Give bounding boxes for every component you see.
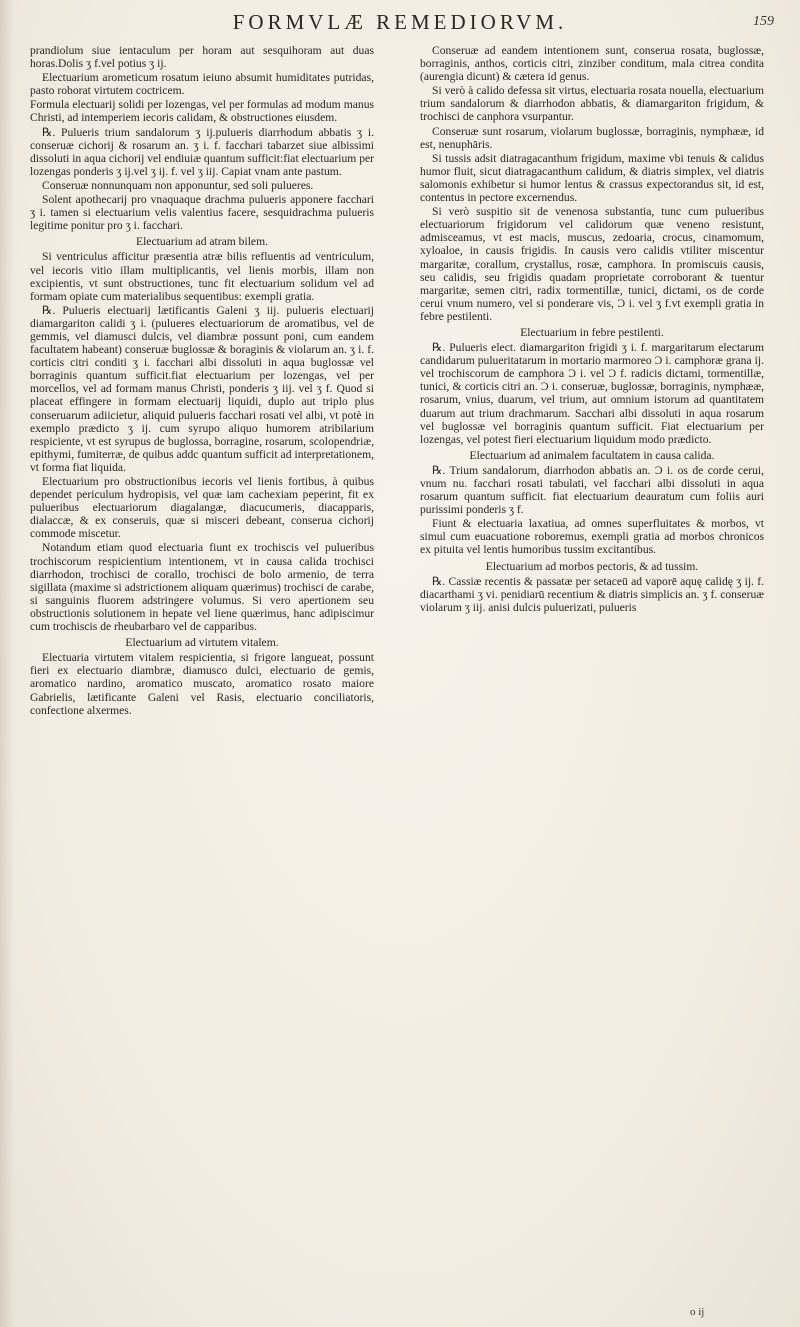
catchword: o ij: [690, 1306, 705, 1318]
paragraph: Solent apothecarij pro vnaquaque drachma pulueris apponere facchari ʒ i. tamen si electuarium velis valentius facere, sesquidrachma pulueris legitime ponitur pro ʒ i. facchari.: [30, 193, 374, 233]
recipe-paragraph: ℞. Pulueris electuarij lætificantis Galeni ʒ iij. pulueris electuarij diamargariton calidi ʒ i. (pulueres electuariorum de aromatibus, vel de gemmis, vel diamusci dulcis, vel diambræ possunt poni, cum eandem facultatem habeant) conseruæ buglossæ & boraginis & violarum an. ʒ i. f. corticis citri conditi ʒ i. facchari albi dissoluti in aqua buglossæ vel borraginis quantum sufficit.fiat electuarium per lozengas, vel per morcellos, vel ad formam manus Christi, ponderis ʒ iij. vel ʒ f. Quod si placeat effingere in formam electuarij liquidi, duplo aut triplo plus conseruarum adiicietur, aliquid pulueris facchari rosati vel albi, vt potè in exemplo prædicto ʒ ij. cum syrupo aliquo humorem atribilarium respiciente, vt est syrupus de buglossa, borragine, rosarum, scolopendriæ, epithymi, fumiterræ, de quibus addc quantum sufficit ad interpretationem, vt forma fiat liquida.: [30, 303, 374, 474]
paragraph: Electuarium pro obstructionibus iecoris vel lienis fortibus, à quibus dependet periculum hydropisis, vel quæ iam cachexiam peperint, fit ex pulueribus electuariorum diagalangæ, diacucumeris, diacapparis, dialaccæ, & ex conseruis, quæ si misceri debeant, conserua cichorij commode miscetur.: [30, 475, 374, 541]
paragraph: prandiolum siue ientaculum per horam aut sesquihoram aut duas horas.Dolis ʒ f.vel potius ʒ ij.: [30, 44, 374, 71]
left-column: [30, 44, 374, 718]
paragraph: Notandum etiam quod electuaria fiunt ex trochiscis vel pulueribus trochiscorum respicientium intentionem, vt in causa calida trochisci diarrhodon, trochisci de corallo, trochisci de bolo armenio, de terra sigillata (maxime si adstrictionem aliquam quærimus) trochisci de carabe, si sanguinis fluorem adstringere volumus. Si vero apertionem seu obstructionis solutionem in hepate vel liene quærimus, hanc adipiscimur cum trochiscis de rheubarbaro vel de capparibus.: [30, 541, 374, 634]
paragraph: Electuaria virtutem vitalem respicientia, si frigore langueat, possunt fieri ex electuario diambræ, diamusco dulci, electuario de gemis, aromatico nardino, aromatico muscato, aromatico rosato maiore Gabrielis, lætificante Galeni vel Rasis, electuario conciliatoris, confectione alxermes.: [30, 651, 374, 717]
gutter-shadow: [0, 0, 14, 1327]
section-heading: Electuarium ad animalem facultatem in causa calida.: [469, 448, 715, 462]
paragraph: Si verò suspitio sit de venenosa substantia, tunc cum pulueribus electuariorum frigidorum vel calidorum quæ veneno resistunt, admisceamus, vt est macis, muscus, zedoaria, crocus, cinamomum, xyloaloe, in causis frigidis. In causis vero calidis vtiliter miscentur margaritæ, corallum, crystallus, rosæ, camphora. In promiscuis causis, seu calidis, seu frigidis quadam proprietate corroborant & tuentur margaritæ, semen citri, radix tormentillæ, tunici, dictami, os de corde cerui vnum numero, vel si ponderare vis, Ɔ i. vel ʒ f.vt exempli gratia in febre pestilenti.: [420, 205, 764, 323]
recipe-paragraph: ℞. Trium sandalorum, diarrhodon abbatis an. Ɔ i. os de corde cerui, vnum nu. facchari rosati tabulati, vel facchari albi dissoluti in aqua rosarum quantum sufficit. fiat electuarium deauratum cum foliis auri purissimi ponderis ʒ f.: [420, 463, 764, 517]
paragraph: Fiunt & electuaria laxatiua, ad omnes superfluitates & morbos, vt simul cum euacuatione roboremus, exempli gratia ad morbos chronicos ex pituita vel lentis humoribus tussim excitantibus.: [420, 517, 764, 557]
paragraph: Conseruæ nonnunquam non apponuntur, sed soli pulueres.: [42, 178, 314, 192]
recipe-paragraph: ℞. Pulueris trium sandalorum ʒ ij.pulueris diarrhodum abbatis ʒ i. conseruæ cichorij & rosarum an. ʒ i. f. facchari tabarzet siue albissimi dissoluti in aqua cichorij vel endiuiæ quantum sufficit:fiat electuarium per lozengas ponderis ʒ ij.vel ʒ ij. f. vel ʒ iij. Capiat vnam ante pastum.: [30, 125, 374, 178]
paragraph: Conseruæ sunt rosarum, violarum buglossæ, borraginis, nymphææ, id est, nenuphāris.: [420, 124, 764, 151]
paragraph: Conseruæ ad eandem intentionem sunt, conserua rosata, buglossæ, borraginis, anthos, corticis citri, zinziber conditum, mala citrea condita (aurengia dicunt) & cætera id genus.: [420, 44, 764, 84]
section-heading: Electuarium ad virtutem vitalem.: [125, 636, 279, 650]
recipe-paragraph: ℞. Cassiæ recentis & passatæ per setaceū ad vaporē aquę calidę ʒ ij. f. diacarthami ʒ vi. penidiarū recentium & diatris simplicis an. ʒ f. conseruæ violarum ʒ iij. anisi dulcis puluerizati, pulueris: [420, 574, 764, 614]
running-head: FORMVLÆ REMEDIORVM.: [232, 10, 568, 34]
section-heading: Electuarium ad atram bilem.: [136, 235, 268, 249]
page-number: 159: [753, 14, 774, 29]
recipe-paragraph: ℞. Pulueris elect. diamargariton frigidi ʒ i. f. margaritarum electarum candidarum pulueritatarum in mortario marmoreo Ɔ i. camphoræ grana ij. vel trochiscorum de camphora Ɔ i. vel Ɔ f. radicis dictami, tormentillæ, tunici, & corticis citri an. Ɔ i. conseruæ, buglossæ, borraginis, nymphææ, rosarum, vnius, duarum, vel trium, aut omnium istorum ad quantitatem duarum aut trium drachmarum. Sacchari albi dissoluti in aqua rosarum vel buglossæ vel borraginis quantum sufficit. Fiat electuarium per lozengas, vel potest fieri electuarium liquidum modo prædicto.: [420, 341, 764, 446]
paragraph: Si verò à calido defessa sit virtus, electuaria rosata nouella, electuarium trium sandalorum & diarrhodon abbatis, & diamargariton frigidum, & trochisci de canphora vsurpantur.: [420, 84, 764, 124]
paragraph: Electuarium arometicum rosatum ieiuno absumit humiditates putridas, pasto roborat virtutem coctricem.: [30, 71, 374, 98]
paragraph: Formula electuarij solidi per lozengas, vel per formulas ad modum manus Christi, ad intemperiem iecoris calidam, & obstructiones eiusdem.: [30, 98, 374, 125]
paragraph: Si tussis adsit diatragacanthum frigidum, maxime vbi tenuis & calidus humor fluit, sicut diatragacanthum calidum, & diatris simplex, vel diatris salomonis exhibetur si humor lentus & crassus expectorandus sit, id est, contentus in pectore excernendus.: [420, 151, 764, 205]
paragraph: Si ventriculus afficitur præsentia atræ bilis refluentis ad ventriculum, vel iecoris vitio illam multiplicantis, vel lienis morbis, illam non excipientis, vt sunt obstructiones, tunc fit electuarium solidum vel ad formam opiate cum materialibus sequentibus: exempli gratia.: [30, 250, 374, 303]
right-column: [420, 44, 764, 615]
section-heading: Electuarium in febre pestilenti.: [520, 325, 664, 339]
section-heading: Electuarium ad morbos pectoris, & ad tussim.: [485, 559, 699, 573]
